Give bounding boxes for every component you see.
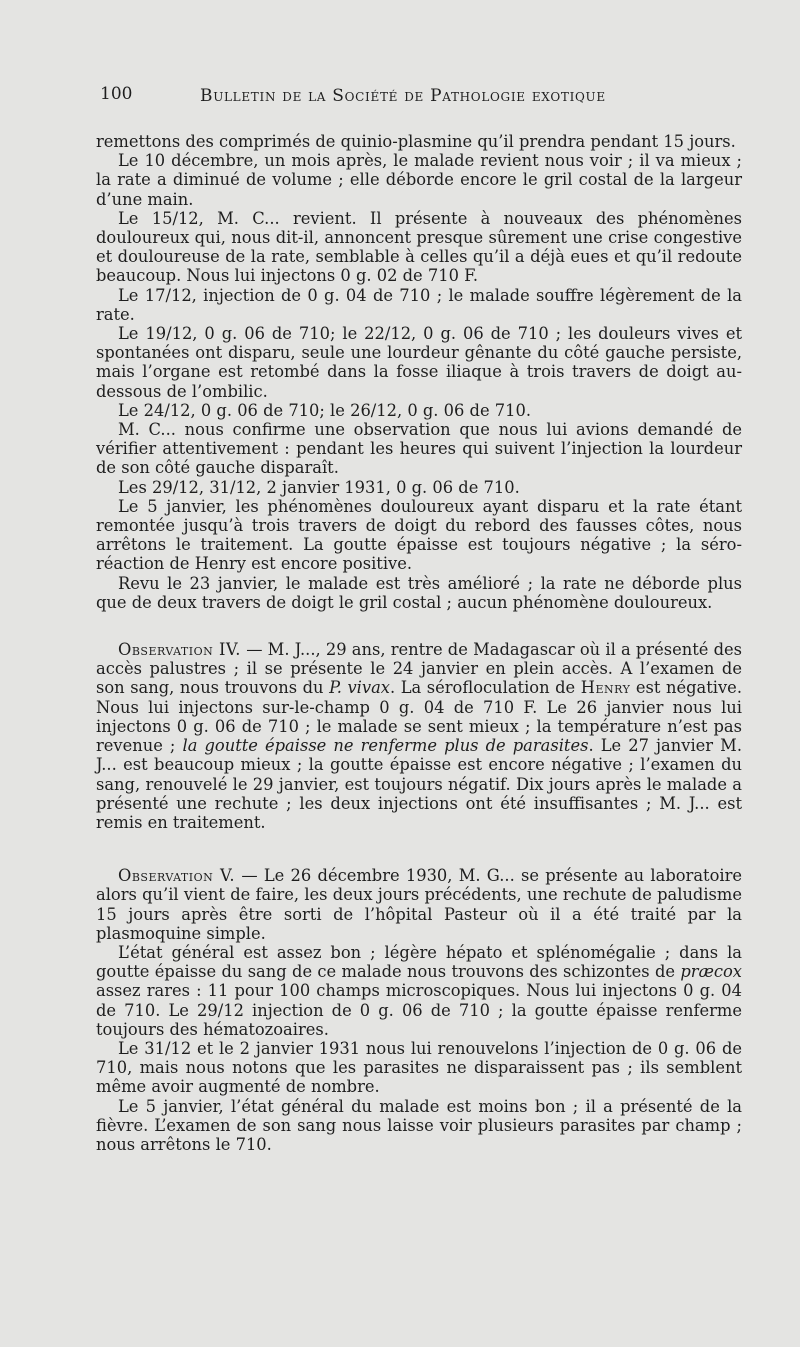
species-name: P. vivax [329,678,390,698]
paragraph: Le 5 janvier, l’état général du malade est moins bon ; il a présenté de la fièvre. L’examen de son sang nous laisse voir plusieurs parasites par champ ; nous arrêtons le 710. [96,1096,742,1154]
obs-text: assez rares : 11 pour 100 champs microscopiques. Nous lui injectons 0 g. 04 de 710. Le 29/12 injection de 0 g. 06 de 710 ; la goutte épaisse renferme toujours des hématozoaires. [96,981,742,1039]
obs-text: — Le 26 décembre 1930, M. G... se présente au laboratoire alors qu’il vient de faire, les deux jours précédents, une rechute de paludisme 15 jours après être sorti de l’hôpital Pasteur où il a été traité par la plasmoquine simple. [96,866,742,943]
paragraph: Le 31/12 et le 2 janvier 1931 nous lui renouvelons l’injection de 0 g. 06 de 710, mais nous notons que les parasites ne disparaissent pas ; ils semblent même avoir augmenté de nombre. [96,1038,742,1097]
paragraph: Revu le 23 janvier, le malade est très amélioré ; la rate ne déborde plus que de deux travers de doigt le gril costal ; aucun phénomène douloureux. [96,573,742,612]
body-text [96,132,742,1154]
paragraph: Le 17/12, injection de 0 g. 04 de 710 ; le malade souffre légèrement de la rate. [96,285,742,324]
paragraph: remettons des comprimés de quinio-plasmine qu’il prendra pendant 15 jours. [96,132,736,151]
obs-text: — M. J..., 29 ans, rentre de Madagascar où il a présenté des accès palustres ; il se présente le 24 janvier en plein accès. A l’examen de son sang, nous trouvons du [96,640,742,698]
paragraph: Le 15/12, M. C... revient. Il présente à nouveaux des phénomènes douloureux qui, nous dit-il, annoncent presque sûrement une crise congestive et douloureuse de la rate, semblable à celles qu’il a déjà eues et qu’il redoute beaucoup. Nous lui injectons 0 g. 02 de 710 F. [96,208,742,286]
obs-text: . La sérofloculation de [389,678,581,698]
running-header [100,84,740,110]
paragraph: Le 24/12, 0 g. 06 de 710; le 26/12, 0 g. 06 de 710. [118,400,532,420]
author-name: Henry [580,678,631,698]
journal-title: Bulletin de la Société de Pathologie exotique [200,86,606,106]
obs-text: . Le 27 janvier M. J... est beaucoup mieux ; la goutte épaisse est encore négative ; l’examen du sang, renouvelé le 29 janvier, est toujours négatif. Dix jours après le malade a présenté une rechute ; les deux injections ont été insuffisantes ; M. J... est remis en traitement. [96,736,742,832]
paragraph: Les 29/12, 31/12, 2 janvier 1931, 0 g. 06 de 710. [118,477,520,497]
observation-iv [96,640,742,832]
obs-text: est négative. Nous lui injectons sur-le-champ 0 g. 04 de 710 F. Le 26 janvier nous lui injectons 0 g. 06 de 710 ; le malade se sent mieux ; la température n’est pas revenue ; [96,678,742,756]
paragraph [96,943,742,1039]
paragraph: Le 5 janvier, les phénomènes douloureux ayant disparu et la rate étant remontée jusqu’à trois travers de doigt du rebord des fausses côtes, nous arrêtons le traitement. La goutte épaisse est toujours négative ; la séro-réaction de Henry est encore positive. [96,496,742,574]
observation-label: Observation IV. [118,640,241,660]
observation-v [96,866,742,943]
observation-label: Observation V. [118,866,236,886]
obs-text: L’état général est assez bon ; légère hépato et splénomégalie ; dans la goutte épaisse du sang de ce malade nous trouvons des schizontes de [96,942,742,982]
species-name: præcox [680,962,742,982]
paragraph: Le 10 décembre, un mois après, le malade revient nous voir ; il va mieux ; la rate a diminué de volume ; elle déborde encore le gril costal de la largeur d’une main. [96,151,742,209]
paragraph: M. C... nous confirme une observation que nous lui avions demandé de vérifier attentivement : pendant les heures qui suivent l’injection la lourdeur de son côté gauche disparaît. [96,420,742,478]
paragraph: Le 19/12, 0 g. 06 de 710; le 22/12, 0 g. 06 de 710 ; les douleurs vives et spontanées ont disparu, seule une lourdeur gênante du côté gauche persiste, mais l’organe est retombé dans la fosse iliaque à trois travers de doigt au-dessous de l’ombilic. [96,324,742,401]
page-number: 100 [100,84,133,104]
italic-text: la goutte épaisse ne renferme plus de parasites [182,736,589,756]
